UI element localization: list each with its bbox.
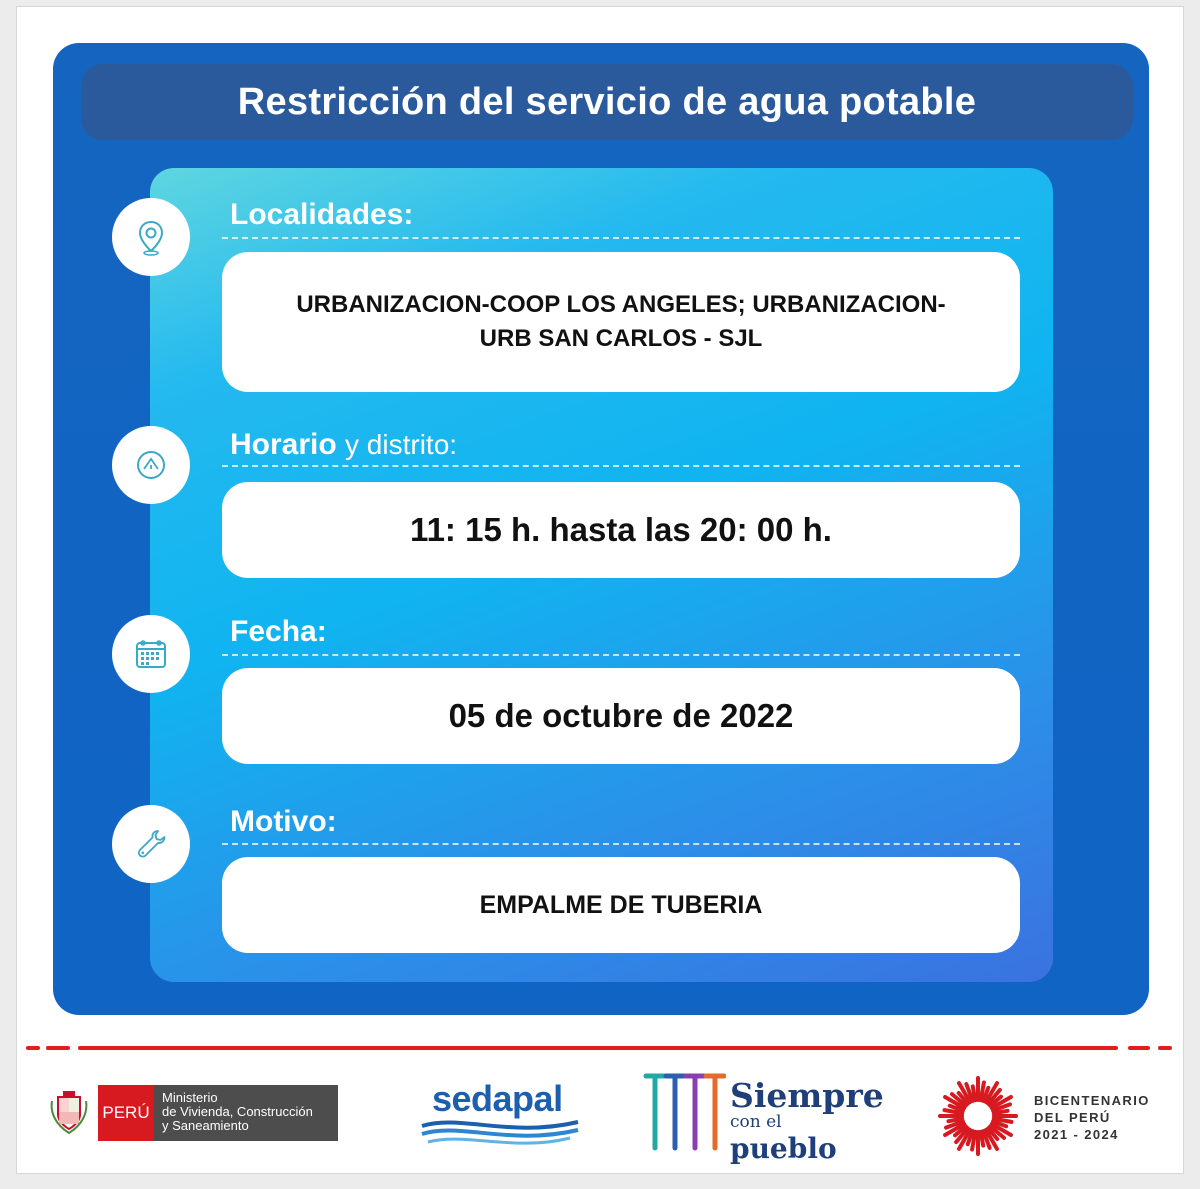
horario-value: 11: 15 h. hasta las 20: 00 h. bbox=[222, 482, 1020, 578]
horario-label bbox=[230, 428, 457, 462]
motivo-label: Motivo: bbox=[230, 805, 337, 838]
ministerio-line1: Ministerio bbox=[162, 1090, 218, 1105]
localidades-value-box bbox=[222, 252, 1020, 392]
horario-label-main: Horario bbox=[230, 428, 337, 461]
bicentenario-line1: BICENTENARIO bbox=[1034, 1093, 1150, 1108]
con-el-pueblo-text bbox=[730, 1112, 882, 1165]
divider bbox=[222, 465, 1020, 467]
notice-title: Restricción del servicio de agua potable bbox=[81, 64, 1133, 140]
divider bbox=[222, 843, 1020, 845]
pueblo-text: pueblo bbox=[730, 1132, 837, 1165]
bicentenario-logo bbox=[936, 1074, 1166, 1158]
divider bbox=[222, 237, 1020, 239]
separator-line bbox=[26, 1046, 40, 1050]
localidades-value-line2: URB SAN CARLOS - SJL bbox=[479, 325, 763, 352]
localidades-label: Localidades: bbox=[230, 198, 414, 231]
separator-line bbox=[1158, 1046, 1172, 1050]
bicentenario-line2: DEL PERÚ bbox=[1034, 1110, 1111, 1125]
bicentenario-sun-icon bbox=[936, 1074, 1020, 1158]
peru-label: PERÚ bbox=[98, 1085, 154, 1141]
coat-of-arms-icon bbox=[50, 1089, 88, 1137]
sedapal-name: sedapal bbox=[432, 1078, 563, 1119]
horario-label-suffix: y distrito: bbox=[345, 429, 458, 460]
bicentenario-line3: 2021 - 2024 bbox=[1034, 1127, 1119, 1142]
separator-line bbox=[78, 1046, 1118, 1050]
con-el-text: con el bbox=[730, 1112, 782, 1132]
separator-line bbox=[46, 1046, 70, 1050]
motivo-value: EMPALME DE TUBERIA bbox=[222, 857, 1020, 953]
fecha-value: 05 de octubre de 2022 bbox=[222, 668, 1020, 764]
ministerio-line2: de Vivienda, Construcción bbox=[162, 1104, 313, 1119]
people-icon bbox=[642, 1070, 726, 1156]
location-pin-icon bbox=[112, 198, 190, 276]
wrench-icon bbox=[112, 805, 190, 883]
siempre-text: Siempre bbox=[730, 1076, 884, 1115]
localidades-value-line1: URBANIZACION-COOP LOS ANGELES; URBANIZACION- bbox=[296, 291, 946, 318]
separator-line bbox=[1128, 1046, 1150, 1050]
clock-icon bbox=[112, 426, 190, 504]
divider bbox=[222, 654, 1020, 656]
sedapal-logo bbox=[420, 1076, 580, 1148]
siempre-con-el-pueblo-logo bbox=[642, 1070, 884, 1165]
fecha-label: Fecha: bbox=[230, 615, 327, 648]
calendar-icon bbox=[112, 615, 190, 693]
ministerio-name bbox=[154, 1085, 338, 1141]
wave-icon bbox=[420, 1116, 580, 1148]
ministerio-line3: y Saneamiento bbox=[162, 1118, 249, 1133]
ministerio-logo bbox=[50, 1084, 340, 1142]
bicentenario-text bbox=[1034, 1092, 1150, 1143]
